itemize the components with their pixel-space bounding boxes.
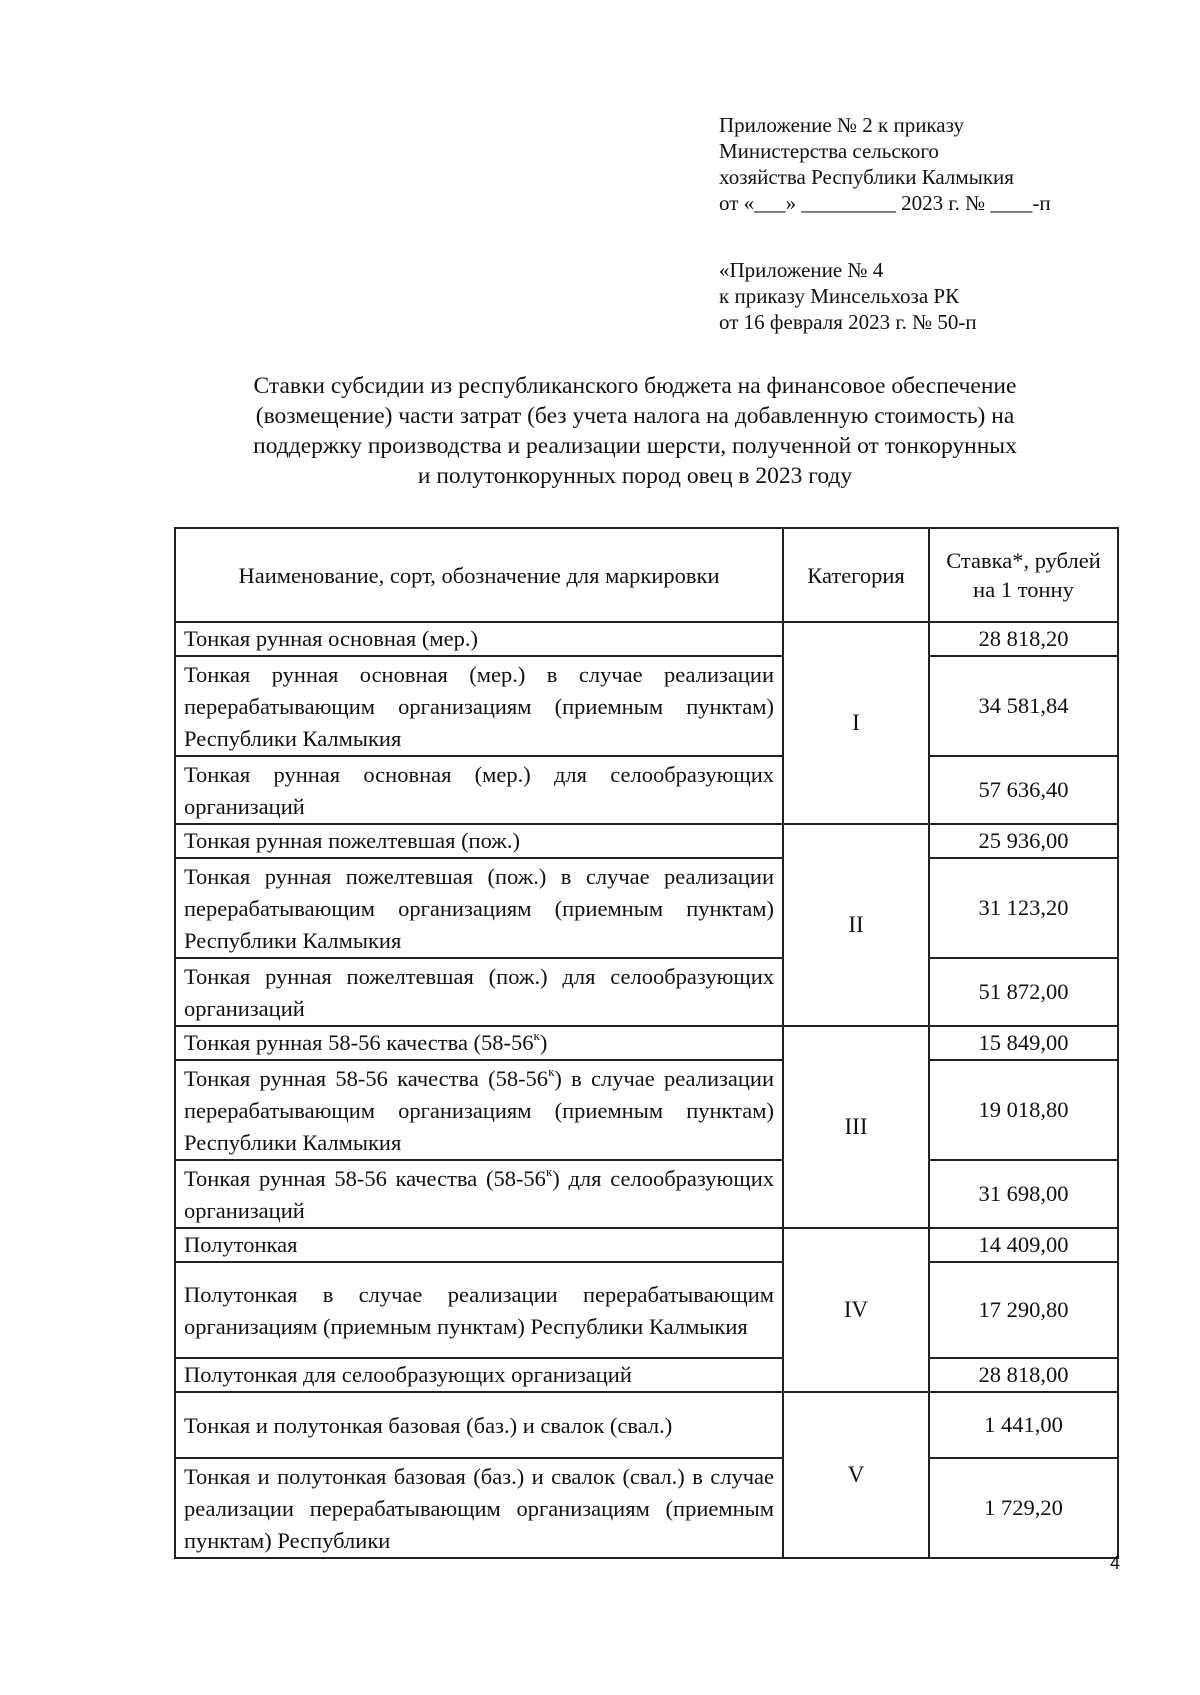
table-row — [175, 1160, 1118, 1228]
row-name: Полутонкая в случае реализации перерабатывающим организациям (приемным пунктам) Республики Калмыкия — [175, 1262, 783, 1358]
category-cell: II — [783, 824, 929, 1026]
row-name: Тонкая рунная 58-56 качества $(58-56^к)$ для селообразующих организаций — [175, 1160, 783, 1228]
row-name: Полутонкая для селообразующих организаций — [175, 1358, 783, 1392]
title-line: (возмещение) части затрат (без учета налога на добавленную стоимость) на — [255, 403, 1015, 429]
table-row — [175, 824, 1118, 858]
row-rate: 14 409,00 — [929, 1228, 1118, 1262]
row-rate: 34 581,84 — [929, 656, 1118, 756]
appendix-2-reference — [719, 112, 1051, 216]
row-rate: 25 936,00 — [929, 824, 1118, 858]
row-rate: 31 698,00 — [929, 1160, 1118, 1228]
row-rate: 57 636,40 — [929, 756, 1118, 824]
table-row — [175, 1060, 1118, 1160]
table-row — [175, 1358, 1118, 1392]
row-name: Тонкая рунная 58-56 качества $(58-56^к)$ в случае реализации перерабатывающим организациям (приемным пунктам) Республики Калмыкия — [175, 1060, 783, 1160]
row-rate: 28 818,00 — [929, 1358, 1118, 1392]
row-name: Тонкая рунная основная (мер.) — [175, 622, 783, 656]
row-rate: 51 872,00 — [929, 958, 1118, 1026]
table-row — [175, 1026, 1118, 1060]
appendix-4-line: «Приложение № 4 — [719, 258, 884, 282]
row-name: Тонкая рунная 58-56 качества $(58-56^к)$ — [175, 1026, 783, 1060]
subsidy-rates-table — [174, 527, 1119, 1559]
row-name: Тонкая рунная пожелтевшая (пож.) в случае реализации перерабатывающим организациям (приемным пунктам) Республики Калмыкия — [175, 858, 783, 958]
category-cell: V — [783, 1392, 929, 1558]
appendix-2-line: Приложение № 2 к приказу — [719, 113, 964, 137]
row-rate: 19 018,80 — [929, 1060, 1118, 1160]
row-name: Тонкая и полутонкая базовая (баз.) и свалок (свал.) — [175, 1392, 783, 1458]
row-name: Тонкая рунная пожелтевшая (пож.) для селообразующих организаций — [175, 958, 783, 1026]
row-rate: 1 441,00 — [929, 1392, 1118, 1458]
page-number: 4 — [1110, 1553, 1121, 1573]
row-rate: 28 818,20 — [929, 622, 1118, 656]
appendix-4-line: от 16 февраля 2023 г. № 50-п — [719, 310, 977, 334]
appendix-2-line: Министерства сельского — [719, 139, 939, 163]
header-rate: Ставка*, рублей на 1 тонну — [929, 528, 1118, 622]
table-row — [175, 1392, 1118, 1458]
title-line: и полутонкорунных пород овец в 2023 году — [417, 463, 853, 489]
table-row — [175, 656, 1118, 756]
header-name: Наименование, сорт, обозначение для маркировки — [175, 528, 783, 622]
table-row — [175, 1262, 1118, 1358]
header-category: Категория — [783, 528, 929, 622]
document-title — [170, 371, 1100, 491]
table-row — [175, 1228, 1118, 1262]
row-name: Тонкая и полутонкая базовая (баз.) и свалок (свал.) в случае реализации перерабатывающим организациям (приемным пунктам) Республики — [175, 1458, 783, 1558]
row-rate: 31 123,20 — [929, 858, 1118, 958]
table-row — [175, 958, 1118, 1026]
row-name: Полутонкая — [175, 1228, 783, 1262]
category-cell: I — [783, 622, 929, 824]
table-row — [175, 756, 1118, 824]
appendix-4-reference — [719, 257, 977, 335]
category-cell: III — [783, 1026, 929, 1228]
row-name: Тонкая рунная основная (мер.) для селообразующих организаций — [175, 756, 783, 824]
row-rate: 15 849,00 — [929, 1026, 1118, 1060]
row-rate: 17 290,80 — [929, 1262, 1118, 1358]
title-line: поддержку производства и реализации шерсти, полученной от тонкорунных — [253, 433, 1017, 459]
appendix-4-line: к приказу Минсельхоза РК — [719, 284, 960, 308]
appendix-2-line: от «___» _________ 2023 г. № ____-п — [719, 191, 1051, 215]
table-row — [175, 1458, 1118, 1558]
title-line: Ставки субсидии из республиканского бюджета на финансовое обеспечение — [253, 373, 1017, 399]
row-name: Тонкая рунная основная (мер.) в случае реализации перерабатывающим организациям (приемным пунктам) Республики Калмыкия — [175, 656, 783, 756]
row-rate: 1 729,20 — [929, 1458, 1118, 1558]
table-row — [175, 622, 1118, 656]
row-name: Тонкая рунная пожелтевшая (пож.) — [175, 824, 783, 858]
appendix-2-line: хозяйства Республики Калмыкия — [719, 165, 1014, 189]
category-cell: IV — [783, 1228, 929, 1392]
table-row — [175, 858, 1118, 958]
